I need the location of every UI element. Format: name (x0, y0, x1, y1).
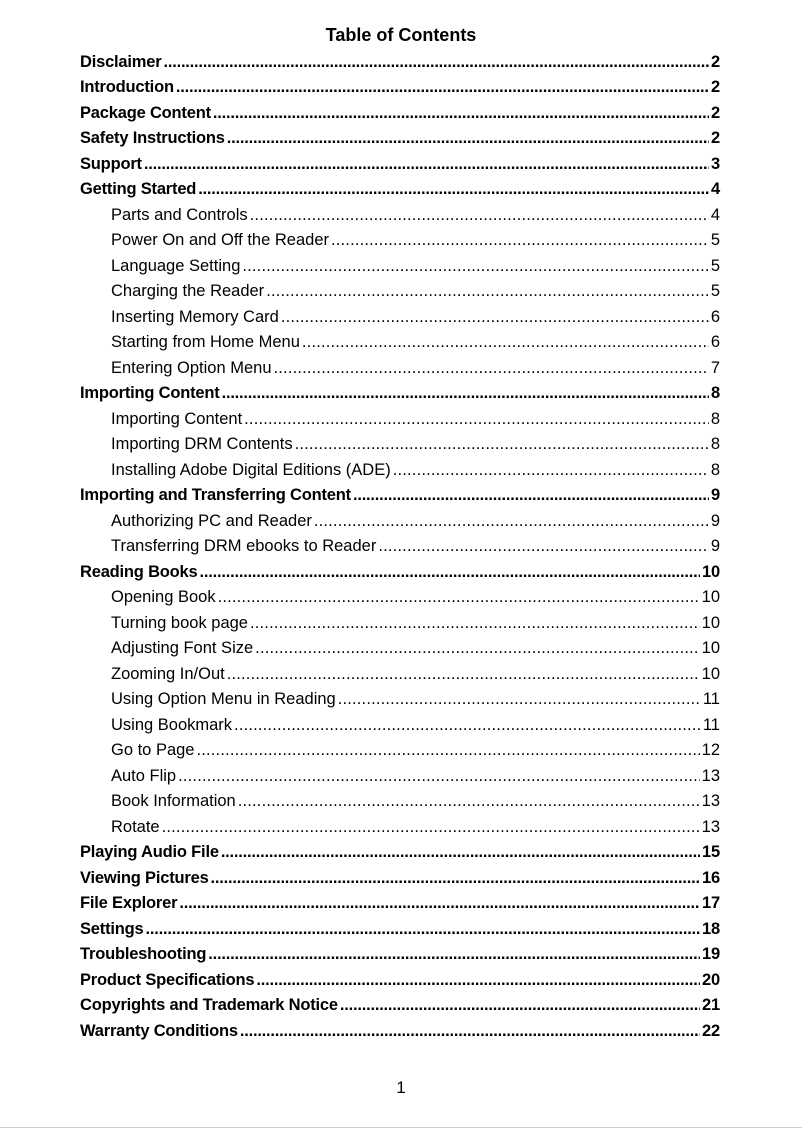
toc-leader-dots (255, 637, 699, 659)
toc-entry-label: Go to Page (111, 741, 195, 759)
toc-entry-label: Inserting Memory Card (111, 307, 279, 326)
toc-entry-page: 16 (702, 868, 720, 887)
toc-entry-subsection[interactable] (80, 302, 720, 328)
toc-entry-page: 2 (711, 103, 720, 122)
toc-entry-subsection[interactable] (80, 608, 720, 634)
toc-entry-label: File Explorer (80, 894, 178, 912)
toc-leader-dots (144, 153, 709, 175)
toc-entry-page: 4 (711, 180, 720, 198)
toc-entry-label: Getting Started (80, 180, 197, 198)
toc-entry-page: 6 (710, 307, 720, 326)
toc-entry-section[interactable] (80, 124, 720, 150)
toc-leader-dots (353, 484, 709, 506)
toc-entry-page: 12 (701, 741, 720, 759)
toc-leader-dots (240, 1020, 700, 1042)
toc-entry-subsection[interactable] (80, 583, 720, 609)
toc-entry-subsection[interactable] (80, 761, 720, 787)
toc-entry-section[interactable] (80, 889, 720, 915)
toc-leader-dots (196, 739, 699, 761)
toc-leader-dots (250, 204, 709, 226)
toc-entry-section[interactable] (80, 863, 720, 889)
toc-entry-label: Turning book page (111, 613, 248, 632)
toc-entry-page: 13 (701, 792, 720, 810)
toc-leader-dots (393, 459, 709, 481)
toc-leader-dots (227, 663, 700, 685)
toc-leader-dots (281, 306, 709, 328)
toc-entry-page: 10 (701, 639, 720, 657)
toc-entry-section[interactable] (80, 47, 720, 73)
toc-entry-label: Importing DRM Contents (111, 435, 293, 453)
toc-entry-label: Importing Content (111, 409, 243, 428)
toc-leader-dots (213, 102, 709, 124)
toc-entry-section[interactable] (80, 940, 720, 966)
toc-leader-dots (227, 127, 709, 149)
toc-leader-dots (266, 280, 709, 302)
toc-entry-subsection[interactable] (80, 634, 720, 660)
toc-entry-label: Reading Books (80, 562, 198, 581)
toc-entry-label: Troubleshooting (80, 945, 207, 963)
toc-entry-label: Copyrights and Trademark Notice (80, 996, 338, 1014)
toc-leader-dots (162, 816, 700, 838)
toc-entry-label: Importing Content (80, 384, 220, 402)
toc-entry-section[interactable] (80, 73, 720, 99)
toc-leader-dots (222, 382, 709, 404)
toc-leader-dots (256, 969, 700, 991)
toc-leader-dots (250, 612, 700, 634)
toc-entry-subsection[interactable] (80, 455, 720, 481)
toc-leader-dots (211, 867, 701, 889)
toc-leader-dots (238, 790, 700, 812)
toc-leader-dots (314, 510, 709, 532)
toc-entry-section[interactable] (80, 991, 720, 1017)
toc-entry-section[interactable] (80, 379, 720, 405)
toc-leader-dots (302, 331, 709, 353)
toc-entry-page: 20 (702, 970, 720, 989)
toc-entry-page: 10 (701, 664, 720, 683)
toc-entry-page: 5 (710, 282, 720, 300)
toc-leader-dots (208, 943, 700, 965)
toc-entry-subsection[interactable] (80, 404, 720, 430)
toc-leader-dots (200, 561, 701, 583)
toc-leader-dots (331, 229, 709, 251)
page-number: 1 (396, 1078, 406, 1097)
toc-leader-dots (178, 765, 700, 787)
toc-leader-dots (179, 892, 700, 914)
toc-entry-subsection[interactable] (80, 200, 720, 226)
toc-leader-dots (295, 433, 709, 455)
toc-entry-label: Installing Adobe Digital Editions (ADE) (111, 460, 391, 479)
toc-entry-page: 2 (711, 129, 720, 147)
toc-leader-dots (146, 918, 701, 940)
toc-leader-dots (274, 357, 709, 379)
page-bottom-rule (0, 1127, 802, 1128)
page-title: Table of Contents (325, 25, 477, 45)
toc-entry-label: Using Bookmark (111, 715, 233, 734)
toc-entry-page: 17 (702, 894, 720, 912)
toc-entry-subsection[interactable] (80, 251, 720, 277)
toc-entry-label: Product Specifications (80, 970, 255, 989)
toc-entry-page: 9 (710, 537, 720, 555)
toc-entry-label: Transferring DRM ebooks to Reader (111, 537, 377, 555)
toc-leader-dots (378, 535, 708, 557)
toc-entry-label: Viewing Pictures (80, 868, 209, 887)
toc-entry-label: Power On and Off the Reader (111, 231, 329, 249)
toc-entry-label: Starting from Home Menu (111, 333, 300, 351)
toc-entry-label: Book Information (111, 792, 236, 810)
toc-entry-section[interactable] (80, 965, 720, 991)
toc-entry-label: Language Setting (111, 256, 241, 275)
toc-entry-subsection[interactable] (80, 710, 720, 736)
toc-entry-subsection[interactable] (80, 506, 720, 532)
toc-entry-page: 8 (711, 384, 720, 402)
toc-entry-section[interactable] (80, 481, 720, 507)
toc-entry-label: Rotate (111, 817, 160, 836)
toc-entry-label: Charging the Reader (111, 282, 265, 300)
toc-entry-label: Importing and Transferring Content (80, 486, 351, 504)
toc-entry-page: 8 (710, 435, 720, 453)
toc-entry-section[interactable] (80, 175, 720, 201)
toc-entry-page: 8 (710, 460, 720, 479)
toc-entry-page: 19 (702, 945, 720, 963)
toc-entry-page: 21 (702, 996, 720, 1014)
toc-entry-label: Entering Option Menu (111, 358, 272, 377)
toc-leader-dots (221, 841, 700, 863)
toc-entry-label: Warranty Conditions (80, 1021, 238, 1040)
toc-entry-page: 18 (702, 919, 720, 938)
toc-entry-page: 22 (702, 1021, 720, 1040)
toc-entry-section[interactable] (80, 557, 720, 583)
toc-entry-label: Auto Flip (111, 766, 177, 785)
toc-entry-subsection[interactable] (80, 685, 720, 711)
toc-entry-page: 5 (710, 231, 720, 249)
toc-entry-subsection[interactable] (80, 532, 720, 558)
toc-entry-section[interactable] (80, 149, 720, 175)
toc-entry-label: Adjusting Font Size (111, 639, 254, 657)
toc-entry-page: 7 (710, 358, 720, 377)
toc-entry-page: 11 (702, 690, 720, 708)
toc-entry-page: 10 (701, 588, 720, 606)
toc-entry-section[interactable] (80, 838, 720, 864)
toc-entry-label: Authorizing PC and Reader (111, 511, 312, 530)
toc-entry-label: Playing Audio File (80, 843, 219, 861)
toc-entry-page: 10 (702, 562, 720, 581)
toc-entry-label: Zooming In/Out (111, 664, 225, 683)
toc-leader-dots (218, 586, 700, 608)
toc-entry-subsection[interactable] (80, 226, 720, 252)
toc-entry-subsection[interactable] (80, 787, 720, 813)
toc-entry-subsection[interactable] (80, 328, 720, 354)
toc-entry-section[interactable] (80, 1016, 720, 1042)
toc-entry-subsection[interactable] (80, 353, 720, 379)
toc-entry-page: 2 (711, 52, 720, 71)
toc-entry-label: Introduction (80, 78, 174, 96)
toc-entry-page: 13 (701, 766, 720, 785)
toc-entry-page: 9 (710, 511, 720, 530)
toc-entry-subsection[interactable] (80, 659, 720, 685)
toc-entry-subsection[interactable] (80, 277, 720, 303)
toc-entry-subsection[interactable] (80, 430, 720, 456)
toc-entry-subsection[interactable] (80, 812, 720, 838)
toc-leader-dots (234, 714, 701, 736)
toc-entry-subsection[interactable] (80, 736, 720, 762)
toc-entry-page: 8 (710, 409, 720, 428)
toc-entry-page: 3 (711, 154, 720, 173)
toc-entry-page: 15 (702, 843, 720, 861)
toc-entry-section[interactable] (80, 914, 720, 940)
toc-entry-page: 5 (710, 256, 720, 275)
table-of-contents (80, 47, 720, 1042)
toc-leader-dots (198, 178, 709, 200)
toc-entry-page: 9 (711, 486, 720, 504)
toc-entry-page: 6 (710, 333, 720, 351)
toc-entry-page: 4 (710, 205, 720, 224)
toc-leader-dots (242, 255, 708, 277)
toc-entry-section[interactable] (80, 98, 720, 124)
toc-entry-label: Package Content (80, 103, 211, 122)
toc-entry-label: Parts and Controls (111, 205, 248, 224)
toc-entry-label: Disclaimer (80, 52, 162, 71)
toc-entry-page: 11 (702, 715, 720, 734)
toc-entry-label: Support (80, 154, 142, 173)
toc-leader-dots (244, 408, 709, 430)
toc-leader-dots (176, 76, 709, 98)
toc-leader-dots (163, 51, 709, 73)
toc-entry-label: Opening Book (111, 588, 216, 606)
toc-entry-label: Using Option Menu in Reading (111, 690, 336, 708)
toc-entry-page: 10 (701, 613, 720, 632)
toc-leader-dots (340, 994, 700, 1016)
toc-entry-label: Safety Instructions (80, 129, 225, 147)
toc-entry-page: 2 (711, 78, 720, 96)
toc-leader-dots (338, 688, 701, 710)
toc-entry-page: 13 (701, 817, 720, 836)
toc-entry-label: Settings (80, 919, 144, 938)
